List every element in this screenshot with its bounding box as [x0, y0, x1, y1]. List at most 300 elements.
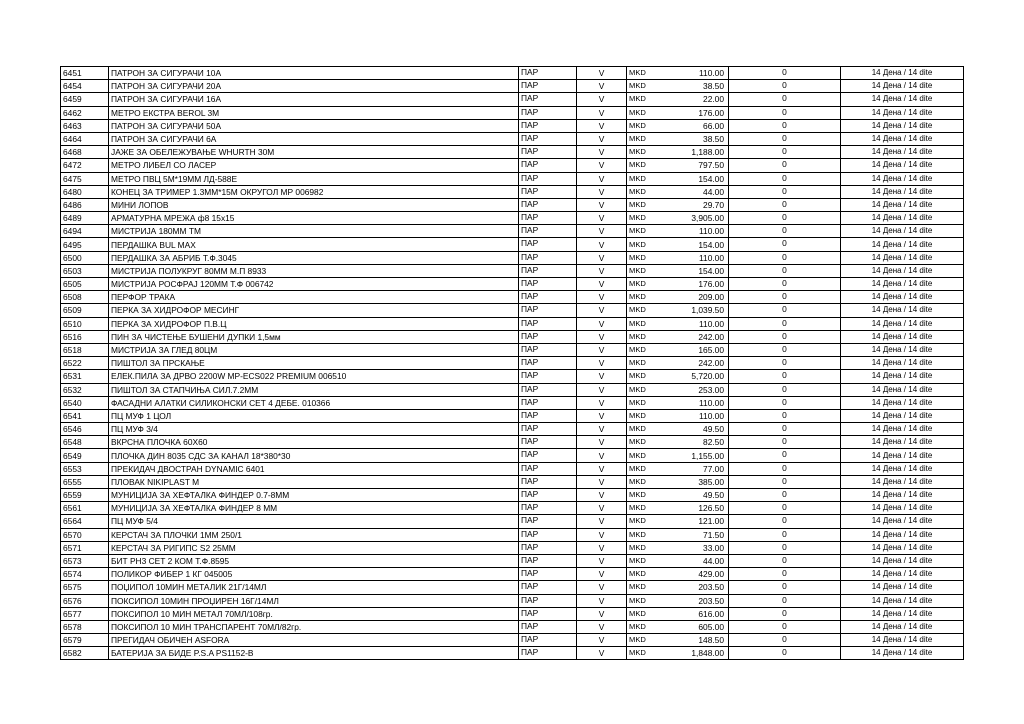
table-row	[61, 449, 964, 462]
item-term: 14 Дена / 14 dite	[841, 383, 964, 396]
item-quantity: 0	[729, 317, 841, 330]
item-quantity: 0	[729, 541, 841, 554]
item-unit: ПАР	[519, 198, 577, 211]
table-row	[61, 581, 964, 594]
item-unit: ПАР	[519, 106, 577, 119]
item-price: 110.00	[667, 317, 729, 330]
item-price: 203.50	[667, 594, 729, 607]
item-v-flag: V	[577, 568, 627, 581]
item-name: ПОКСИПОЛ 10 МИН ТРАНСПАРЕНТ 70МЛ/82гр.	[109, 620, 519, 633]
item-code: 6540	[61, 396, 109, 409]
table-row	[61, 515, 964, 528]
table-row	[61, 80, 964, 93]
item-v-flag: V	[577, 80, 627, 93]
item-term: 14 Дена / 14 dite	[841, 357, 964, 370]
item-name: МИСТРИЈА ПОЛУКРУГ 80ММ М.П 8933	[109, 264, 519, 277]
item-name: МИСТРИЈА РОСФРАЈ 120ММ Т.Ф 006742	[109, 278, 519, 291]
item-code: 6574	[61, 568, 109, 581]
item-price: 253.00	[667, 383, 729, 396]
item-name: ПЦ МУФ 5/4	[109, 515, 519, 528]
item-v-flag: V	[577, 541, 627, 554]
item-v-flag: V	[577, 343, 627, 356]
item-code: 6553	[61, 462, 109, 475]
item-price: 33.00	[667, 541, 729, 554]
item-price: 3,905.00	[667, 212, 729, 225]
item-price: 176.00	[667, 278, 729, 291]
item-unit: ПАР	[519, 132, 577, 145]
item-currency: MKD	[627, 647, 667, 660]
item-term: 14 Дена / 14 dite	[841, 317, 964, 330]
table-row	[61, 383, 964, 396]
table-row	[61, 620, 964, 633]
item-term: 14 Дена / 14 dite	[841, 634, 964, 647]
item-currency: MKD	[627, 383, 667, 396]
item-currency: MKD	[627, 251, 667, 264]
item-v-flag: V	[577, 304, 627, 317]
item-unit: ПАР	[519, 489, 577, 502]
item-name: ПАТРОН ЗА СИГУРАЧИ 20А	[109, 80, 519, 93]
item-price: 5,720.00	[667, 370, 729, 383]
item-code: 6494	[61, 225, 109, 238]
item-code: 6464	[61, 132, 109, 145]
item-quantity: 0	[729, 185, 841, 198]
item-quantity: 0	[729, 528, 841, 541]
item-code: 6559	[61, 489, 109, 502]
item-price: 110.00	[667, 225, 729, 238]
item-currency: MKD	[627, 620, 667, 633]
item-name: БАТЕРИЈА ЗА БИДЕ P.S.A PS1152-B	[109, 647, 519, 660]
table-row	[61, 423, 964, 436]
table-row	[61, 634, 964, 647]
item-quantity: 0	[729, 80, 841, 93]
item-currency: MKD	[627, 409, 667, 422]
item-currency: MKD	[627, 541, 667, 554]
item-v-flag: V	[577, 554, 627, 567]
item-term: 14 Дена / 14 dite	[841, 449, 964, 462]
item-v-flag: V	[577, 317, 627, 330]
table-row	[61, 132, 964, 145]
item-quantity: 0	[729, 515, 841, 528]
item-quantity: 0	[729, 449, 841, 462]
item-unit: ПАР	[519, 409, 577, 422]
item-name: МИНИ ЛОПОВ	[109, 198, 519, 211]
item-name: ПЕРКА ЗА ХИДРОФОР П.В.Ц	[109, 317, 519, 330]
item-v-flag: V	[577, 515, 627, 528]
item-quantity: 0	[729, 568, 841, 581]
item-code: 6531	[61, 370, 109, 383]
item-term: 14 Дена / 14 dite	[841, 607, 964, 620]
item-v-flag: V	[577, 620, 627, 633]
item-name: ПОКСИПОЛ 10МИН ПРОЏИРЕН 16Г/14МЛ	[109, 594, 519, 607]
table-row	[61, 370, 964, 383]
table-row	[61, 225, 964, 238]
table-row	[61, 436, 964, 449]
item-unit: ПАР	[519, 541, 577, 554]
item-v-flag: V	[577, 106, 627, 119]
item-name: ПАТРОН ЗА СИГУРАЧИ 10А	[109, 67, 519, 80]
item-unit: ПАР	[519, 251, 577, 264]
item-term: 14 Дена / 14 dite	[841, 238, 964, 251]
table-row	[61, 238, 964, 251]
item-price: 154.00	[667, 264, 729, 277]
item-name: МЕТРО ПВЦ 5М*19ММ ЛД-588Е	[109, 172, 519, 185]
item-term: 14 Дена / 14 dite	[841, 515, 964, 528]
item-code: 6454	[61, 80, 109, 93]
item-term: 14 Дена / 14 dite	[841, 304, 964, 317]
item-v-flag: V	[577, 212, 627, 225]
item-term: 14 Дена / 14 dite	[841, 475, 964, 488]
item-name: ПЕРКА ЗА ХИДРОФОР МЕСИНГ	[109, 304, 519, 317]
item-price: 176.00	[667, 106, 729, 119]
item-currency: MKD	[627, 132, 667, 145]
table-row	[61, 317, 964, 330]
item-v-flag: V	[577, 647, 627, 660]
item-v-flag: V	[577, 330, 627, 343]
item-quantity: 0	[729, 251, 841, 264]
item-name: ПАТРОН ЗА СИГУРАЧИ 16А	[109, 93, 519, 106]
item-unit: ПАР	[519, 357, 577, 370]
item-quantity: 0	[729, 238, 841, 251]
item-currency: MKD	[627, 67, 667, 80]
item-price: 110.00	[667, 409, 729, 422]
item-name: ПРЕКИДАЧ ДВОСТРАН DYNAMIC 6401	[109, 462, 519, 475]
item-unit: ПАР	[519, 462, 577, 475]
table-row	[61, 647, 964, 660]
item-term: 14 Дена / 14 dite	[841, 423, 964, 436]
table-row	[61, 93, 964, 106]
item-v-flag: V	[577, 172, 627, 185]
item-code: 6561	[61, 502, 109, 515]
item-term: 14 Дена / 14 dite	[841, 146, 964, 159]
item-code: 6468	[61, 146, 109, 159]
item-term: 14 Дена / 14 dite	[841, 554, 964, 567]
item-unit: ПАР	[519, 383, 577, 396]
item-code: 6503	[61, 264, 109, 277]
item-currency: MKD	[627, 594, 667, 607]
item-code: 6575	[61, 581, 109, 594]
item-term: 14 Дена / 14 dite	[841, 370, 964, 383]
item-v-flag: V	[577, 132, 627, 145]
item-currency: MKD	[627, 264, 667, 277]
item-currency: MKD	[627, 423, 667, 436]
item-quantity: 0	[729, 198, 841, 211]
table-row	[61, 409, 964, 422]
item-code: 6508	[61, 291, 109, 304]
item-quantity: 0	[729, 67, 841, 80]
item-currency: MKD	[627, 238, 667, 251]
table-row	[61, 462, 964, 475]
item-code: 6495	[61, 238, 109, 251]
item-name: МИСТРИЈА 180ММ ТМ	[109, 225, 519, 238]
item-code: 6509	[61, 304, 109, 317]
item-unit: ПАР	[519, 172, 577, 185]
item-unit: ПАР	[519, 594, 577, 607]
item-price: 22.00	[667, 93, 729, 106]
item-unit: ПАР	[519, 515, 577, 528]
item-unit: ПАР	[519, 634, 577, 647]
item-code: 6541	[61, 409, 109, 422]
item-code: 6577	[61, 607, 109, 620]
item-code: 6564	[61, 515, 109, 528]
table-row	[61, 212, 964, 225]
item-price: 148.50	[667, 634, 729, 647]
item-currency: MKD	[627, 198, 667, 211]
item-name: ПАТРОН ЗА СИГУРАЧИ 6А	[109, 132, 519, 145]
item-price: 110.00	[667, 251, 729, 264]
item-code: 6516	[61, 330, 109, 343]
item-price: 77.00	[667, 462, 729, 475]
item-currency: MKD	[627, 106, 667, 119]
item-name: ПЕРДАШКА ЗА АБРИБ Т.Ф.3045	[109, 251, 519, 264]
item-term: 14 Дена / 14 dite	[841, 198, 964, 211]
item-v-flag: V	[577, 502, 627, 515]
table-row	[61, 475, 964, 488]
item-code: 6510	[61, 317, 109, 330]
item-price: 71.50	[667, 528, 729, 541]
item-quantity: 0	[729, 343, 841, 356]
table-row	[61, 343, 964, 356]
item-price: 209.00	[667, 291, 729, 304]
item-currency: MKD	[627, 159, 667, 172]
item-name: ПЛОЧКА ДИН 8035 СДС ЗА КАНАЛ 18*380*30	[109, 449, 519, 462]
item-name: МЕТРО ЕКСТРА BEROL 3М	[109, 106, 519, 119]
item-price: 66.00	[667, 119, 729, 132]
table-row	[61, 528, 964, 541]
item-currency: MKD	[627, 172, 667, 185]
item-unit: ПАР	[519, 554, 577, 567]
item-code: 6555	[61, 475, 109, 488]
item-name: БИТ PH3 СЕТ 2 КОМ Т.Ф.8595	[109, 554, 519, 567]
item-name: ПРЕГИДАЧ ОБИЧЕН ASFORA	[109, 634, 519, 647]
item-unit: ПАР	[519, 185, 577, 198]
item-quantity: 0	[729, 132, 841, 145]
item-term: 14 Дена / 14 dite	[841, 502, 964, 515]
item-currency: MKD	[627, 462, 667, 475]
item-v-flag: V	[577, 238, 627, 251]
item-v-flag: V	[577, 528, 627, 541]
item-code: 6451	[61, 67, 109, 80]
item-price: 110.00	[667, 67, 729, 80]
item-quantity: 0	[729, 554, 841, 567]
item-v-flag: V	[577, 607, 627, 620]
table-row	[61, 554, 964, 567]
item-v-flag: V	[577, 449, 627, 462]
item-term: 14 Дена / 14 dite	[841, 159, 964, 172]
item-quantity: 0	[729, 106, 841, 119]
item-currency: MKD	[627, 515, 667, 528]
item-v-flag: V	[577, 225, 627, 238]
item-quantity: 0	[729, 212, 841, 225]
item-price: 154.00	[667, 172, 729, 185]
item-term: 14 Дена / 14 dite	[841, 212, 964, 225]
item-currency: MKD	[627, 581, 667, 594]
item-quantity: 0	[729, 462, 841, 475]
item-unit: ПАР	[519, 396, 577, 409]
item-quantity: 0	[729, 620, 841, 633]
item-v-flag: V	[577, 291, 627, 304]
item-code: 6472	[61, 159, 109, 172]
item-currency: MKD	[627, 80, 667, 93]
item-currency: MKD	[627, 449, 667, 462]
item-currency: MKD	[627, 489, 667, 502]
item-currency: MKD	[627, 528, 667, 541]
table-row	[61, 594, 964, 607]
item-v-flag: V	[577, 594, 627, 607]
item-price: 29.70	[667, 198, 729, 211]
item-name: ПЦ МУФ 3/4	[109, 423, 519, 436]
item-v-flag: V	[577, 67, 627, 80]
item-price: 126.50	[667, 502, 729, 515]
item-name: ПИШТОЛ ЗА СТАПЧИЊА СИЛ.7.2ММ	[109, 383, 519, 396]
item-v-flag: V	[577, 185, 627, 198]
table-row	[61, 502, 964, 515]
item-term: 14 Дена / 14 dite	[841, 251, 964, 264]
table-row	[61, 198, 964, 211]
item-price: 1,188.00	[667, 146, 729, 159]
item-quantity: 0	[729, 278, 841, 291]
item-quantity: 0	[729, 436, 841, 449]
item-unit: ПАР	[519, 317, 577, 330]
item-v-flag: V	[577, 475, 627, 488]
item-v-flag: V	[577, 93, 627, 106]
item-v-flag: V	[577, 409, 627, 422]
item-unit: ПАР	[519, 119, 577, 132]
item-unit: ПАР	[519, 620, 577, 633]
item-quantity: 0	[729, 304, 841, 317]
item-v-flag: V	[577, 198, 627, 211]
item-price: 1,039.50	[667, 304, 729, 317]
item-price: 82.50	[667, 436, 729, 449]
item-quantity: 0	[729, 370, 841, 383]
table-row	[61, 541, 964, 554]
item-price: 110.00	[667, 396, 729, 409]
item-quantity: 0	[729, 502, 841, 515]
item-code: 6582	[61, 647, 109, 660]
item-currency: MKD	[627, 568, 667, 581]
item-currency: MKD	[627, 475, 667, 488]
item-term: 14 Дена / 14 dite	[841, 436, 964, 449]
item-v-flag: V	[577, 264, 627, 277]
item-name: ПИН ЗА ЧИСТЕЊЕ БУШЕНИ ДУПКИ 1,5мм	[109, 330, 519, 343]
item-price: 121.00	[667, 515, 729, 528]
item-code: 6573	[61, 554, 109, 567]
item-quantity: 0	[729, 357, 841, 370]
item-name: ПЕРДАШКА BUL MAX	[109, 238, 519, 251]
item-currency: MKD	[627, 357, 667, 370]
item-name: КЕРСТАЧ ЗА ПЛОЧКИ 1ММ 250/1	[109, 528, 519, 541]
item-unit: ПАР	[519, 225, 577, 238]
item-term: 14 Дена / 14 dite	[841, 409, 964, 422]
table-row	[61, 489, 964, 502]
item-currency: MKD	[627, 436, 667, 449]
item-quantity: 0	[729, 396, 841, 409]
item-unit: ПАР	[519, 212, 577, 225]
item-unit: ПАР	[519, 278, 577, 291]
item-currency: MKD	[627, 93, 667, 106]
item-v-flag: V	[577, 159, 627, 172]
item-unit: ПАР	[519, 291, 577, 304]
item-currency: MKD	[627, 278, 667, 291]
item-v-flag: V	[577, 489, 627, 502]
table-row	[61, 119, 964, 132]
item-v-flag: V	[577, 251, 627, 264]
item-quantity: 0	[729, 291, 841, 304]
item-code: 6576	[61, 594, 109, 607]
item-unit: ПАР	[519, 607, 577, 620]
item-code: 6500	[61, 251, 109, 264]
item-quantity: 0	[729, 330, 841, 343]
item-code: 6486	[61, 198, 109, 211]
item-name: ПОКСИПОЛ 10 МИН МЕТАЛ 70МЛ/108гр.	[109, 607, 519, 620]
item-unit: ПАР	[519, 475, 577, 488]
item-name: МЕТРО ЛИБЕЛ СО ЛАСЕР	[109, 159, 519, 172]
item-unit: ПАР	[519, 502, 577, 515]
item-term: 14 Дена / 14 dite	[841, 225, 964, 238]
item-v-flag: V	[577, 423, 627, 436]
item-quantity: 0	[729, 489, 841, 502]
item-quantity: 0	[729, 647, 841, 660]
item-currency: MKD	[627, 607, 667, 620]
item-v-flag: V	[577, 146, 627, 159]
item-v-flag: V	[577, 634, 627, 647]
table-row	[61, 278, 964, 291]
table-row	[61, 146, 964, 159]
table-row	[61, 357, 964, 370]
item-v-flag: V	[577, 436, 627, 449]
item-term: 14 Дена / 14 dite	[841, 106, 964, 119]
item-unit: ПАР	[519, 330, 577, 343]
item-price: 605.00	[667, 620, 729, 633]
table-row	[61, 251, 964, 264]
item-v-flag: V	[577, 370, 627, 383]
item-code: 6546	[61, 423, 109, 436]
item-v-flag: V	[577, 581, 627, 594]
table-row	[61, 607, 964, 620]
item-currency: MKD	[627, 119, 667, 132]
item-v-flag: V	[577, 357, 627, 370]
item-term: 14 Дена / 14 dite	[841, 620, 964, 633]
item-name: ЕЛЕК.ПИЛА ЗА ДРВО 2200W MP-ECS022 PREMIUM 006510	[109, 370, 519, 383]
item-quantity: 0	[729, 93, 841, 106]
item-code: 6571	[61, 541, 109, 554]
item-code: 6475	[61, 172, 109, 185]
item-unit: ПАР	[519, 423, 577, 436]
item-price: 44.00	[667, 554, 729, 567]
item-currency: MKD	[627, 343, 667, 356]
item-price: 242.00	[667, 330, 729, 343]
item-name: МУНИЦИЈА ЗА ХЕФТАЛКА ФИНДЕР 8 ММ	[109, 502, 519, 515]
item-quantity: 0	[729, 475, 841, 488]
item-name: КОНЕЦ ЗА ТРИМЕР 1.3ММ*15М ОКРУГОЛ МР 006982	[109, 185, 519, 198]
item-quantity: 0	[729, 594, 841, 607]
table-row	[61, 568, 964, 581]
item-quantity: 0	[729, 159, 841, 172]
item-currency: MKD	[627, 396, 667, 409]
item-term: 14 Дена / 14 dite	[841, 581, 964, 594]
item-term: 14 Дена / 14 dite	[841, 185, 964, 198]
item-currency: MKD	[627, 185, 667, 198]
item-price: 616.00	[667, 607, 729, 620]
item-currency: MKD	[627, 212, 667, 225]
table-row	[61, 185, 964, 198]
item-term: 14 Дена / 14 dite	[841, 396, 964, 409]
item-currency: MKD	[627, 304, 667, 317]
table-row	[61, 172, 964, 185]
item-unit: ПАР	[519, 343, 577, 356]
item-term: 14 Дена / 14 dite	[841, 647, 964, 660]
item-term: 14 Дена / 14 dite	[841, 330, 964, 343]
item-term: 14 Дена / 14 dite	[841, 93, 964, 106]
